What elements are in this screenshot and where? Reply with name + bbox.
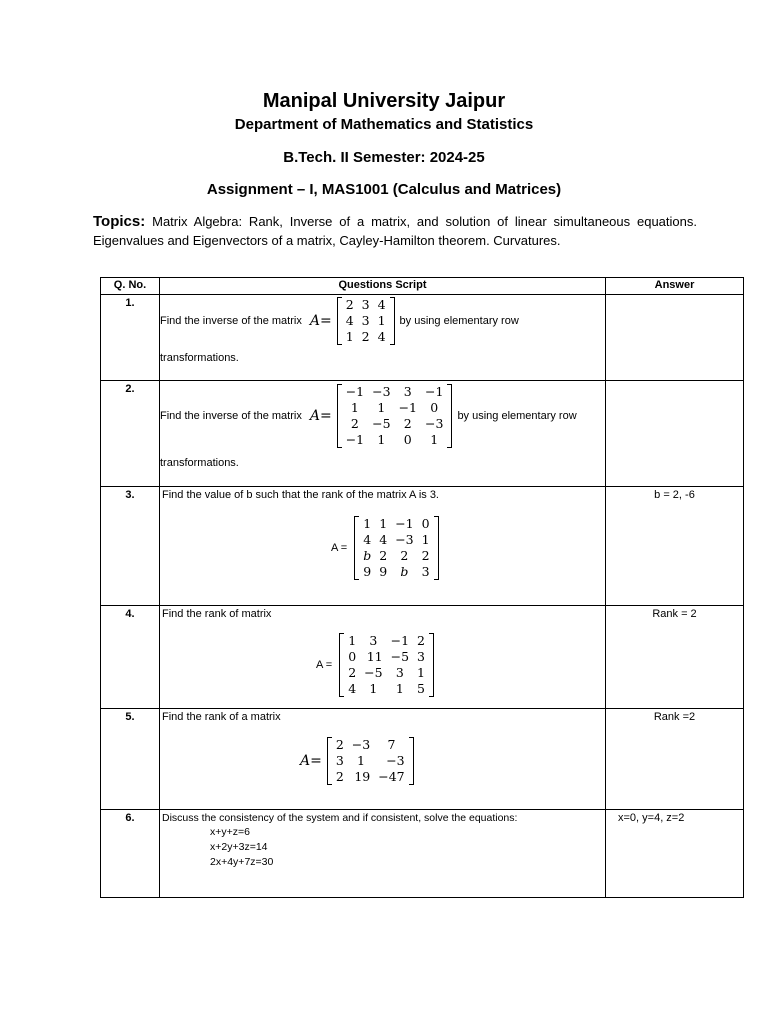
matrix-cell: 3 <box>361 313 370 328</box>
matrix-cell: 4 <box>377 297 386 312</box>
question-script <box>160 381 606 487</box>
matrix-cell: 0 <box>348 649 357 664</box>
question-number: 5. <box>101 709 160 810</box>
equation-2: x+2y+3z=14 <box>210 841 268 853</box>
question-text-continued: transformations. <box>160 352 239 364</box>
matrix-cell: 1 <box>348 633 357 648</box>
matrix-cell: 0 <box>421 516 430 531</box>
question-script <box>160 295 606 381</box>
equation-3: 2x+4y+7z=30 <box>210 856 274 868</box>
question-text: Find the value of b such that the rank of the matrix A is 3. <box>162 489 439 501</box>
matrix-row <box>359 564 433 580</box>
matrix-cell: 2 <box>400 548 409 563</box>
question-matrix-line <box>316 633 437 697</box>
answer-cell: x=0, y=4, z=2 <box>606 810 744 898</box>
matrix-cell: 3 <box>361 297 370 312</box>
answer-cell: b = 2, -6 <box>606 487 744 606</box>
matrix-cell: 2 <box>361 329 370 344</box>
matrix-cell: b <box>363 548 372 563</box>
matrix-row <box>359 548 433 564</box>
matrix-row <box>344 665 429 681</box>
matrix-row <box>332 769 409 785</box>
table-row <box>101 709 744 810</box>
matrix-cell: 3 <box>417 649 425 664</box>
question-script <box>160 606 606 709</box>
matrix-cell: −3 <box>395 532 414 547</box>
topics-paragraph <box>93 212 697 250</box>
matrix <box>354 516 438 580</box>
matrix-cell: 1 <box>377 313 386 328</box>
matrix-cell: 4 <box>379 532 388 547</box>
question-number: 1. <box>101 295 160 381</box>
matrix-grid <box>332 737 409 785</box>
matrix-cell: 1 <box>395 681 404 696</box>
answer-cell: Rank = 2 <box>606 606 744 709</box>
university-title: Manipal University Jaipur <box>262 90 506 112</box>
matrix-cell: 3 <box>335 753 344 768</box>
matrix-cell: 2 <box>403 416 412 431</box>
header-script: Questions Script <box>160 278 606 295</box>
question-text: Find the rank of a matrix <box>162 711 281 723</box>
matrix <box>337 384 453 448</box>
department-title: Department of Mathematics and Statistics <box>234 116 534 133</box>
topics-label: Topics: <box>93 213 146 230</box>
matrix-cell: 1 <box>350 400 359 415</box>
matrix-label: A= <box>309 408 332 424</box>
matrix-cell: 5 <box>417 681 425 696</box>
header-answer: Answer <box>606 278 744 295</box>
answer-cell <box>606 295 744 381</box>
table-row <box>101 487 744 606</box>
topics-text: Matrix Algebra: Rank, Inverse of a matrix, and solution of linear simultaneous equations. Eigenvalues and Eigenvectors of a matrix, Cayley-Hamilton theorem. Curvatures. <box>93 214 697 248</box>
matrix <box>337 297 395 345</box>
question-text: Find the rank of matrix <box>162 608 272 620</box>
matrix-cell: 9 <box>363 564 372 579</box>
table-row <box>101 295 744 381</box>
question-matrix-line <box>160 297 519 345</box>
table-row <box>101 606 744 709</box>
matrix-cell: 1 <box>377 432 386 447</box>
table-header-row <box>101 278 744 295</box>
matrix-cell: 3 <box>395 665 404 680</box>
matrix-grid <box>342 297 390 345</box>
assignment-title: Assignment – I, MAS1001 (Calculus and Matrices) <box>206 181 562 198</box>
question-number: 3. <box>101 487 160 606</box>
matrix-label: A = <box>316 659 333 671</box>
question-number: 6. <box>101 810 160 898</box>
matrix-cell: 11 <box>366 649 383 664</box>
question-number: 4. <box>101 606 160 709</box>
matrix-cell: −3 <box>386 753 405 768</box>
matrix-cell: −1 <box>425 384 444 399</box>
matrix-cell: 1 <box>417 665 425 680</box>
matrix-cell: −1 <box>395 516 414 531</box>
matrix-cell: −3 <box>425 416 444 431</box>
matrix-row <box>344 649 429 665</box>
question-text: Discuss the consistency of the system and if consistent, solve the equations: <box>162 812 518 824</box>
question-script <box>160 709 606 810</box>
matrix-cell: 2 <box>417 633 425 648</box>
matrix-row <box>342 384 448 400</box>
matrix-row <box>344 633 429 649</box>
matrix-cell: 1 <box>369 681 378 696</box>
matrix-cell: −5 <box>390 649 410 664</box>
semester-title: B.Tech. II Semester: 2024-25 <box>283 149 485 166</box>
matrix-cell: 2 <box>335 737 344 752</box>
matrix-cell: 1 <box>421 532 430 547</box>
matrix-row <box>332 737 409 753</box>
matrix-cell: 2 <box>421 548 430 563</box>
matrix-cell: 9 <box>379 564 388 579</box>
matrix-cell: 4 <box>377 329 386 344</box>
matrix-row <box>344 681 429 697</box>
table-row <box>101 381 744 487</box>
answer-cell: Rank =2 <box>606 709 744 810</box>
matrix-cell: 19 <box>354 769 371 784</box>
question-number: 2. <box>101 381 160 487</box>
matrix-row <box>359 532 433 548</box>
matrix-label: A= <box>309 313 332 329</box>
matrix-grid <box>342 384 448 448</box>
table-row <box>101 810 744 898</box>
question-text: Find the inverse of the matrix <box>160 315 302 327</box>
matrix-cell: 2 <box>345 297 354 312</box>
matrix-cell: 3 <box>403 384 412 399</box>
matrix-label: A= <box>300 753 322 769</box>
matrix <box>327 737 414 785</box>
equation-1: x+y+z=6 <box>210 826 250 838</box>
matrix-cell: −1 <box>390 633 410 648</box>
matrix-cell: 1 <box>430 432 439 447</box>
matrix-row <box>342 416 448 432</box>
matrix <box>339 633 434 697</box>
matrix-row <box>342 313 390 329</box>
matrix-cell: −1 <box>345 432 365 447</box>
matrix-row <box>359 516 433 532</box>
matrix-cell: 1 <box>345 329 354 344</box>
matrix-cell: 4 <box>348 681 357 696</box>
matrix-cell: 0 <box>430 400 439 415</box>
matrix-cell: 2 <box>379 548 388 563</box>
header-qno: Q. No. <box>101 278 160 295</box>
matrix-cell: b <box>400 564 409 579</box>
matrix-cell: −5 <box>364 665 383 680</box>
matrix-cell: −3 <box>351 737 371 752</box>
answer-cell <box>606 381 744 487</box>
matrix-cell: −47 <box>378 769 405 784</box>
matrix-cell: −1 <box>398 400 417 415</box>
matrix-cell: 7 <box>387 737 396 752</box>
matrix-cell: 3 <box>369 633 378 648</box>
matrix-label: A = <box>331 542 348 554</box>
matrix-cell: 1 <box>379 516 388 531</box>
matrix-cell: 2 <box>335 769 344 784</box>
question-matrix-line <box>300 737 417 785</box>
question-text-continued: by using elementary row <box>457 410 577 422</box>
question-text-continued: by using elementary row <box>399 315 519 327</box>
matrix-cell: −5 <box>372 416 391 431</box>
matrix-row <box>342 400 448 416</box>
matrix-cell: 1 <box>363 516 372 531</box>
matrix-cell: 4 <box>363 532 372 547</box>
matrix-row <box>332 753 409 769</box>
matrix-cell: 1 <box>377 400 386 415</box>
question-script <box>160 810 606 898</box>
matrix-grid <box>359 516 433 580</box>
question-matrix-line <box>160 384 577 448</box>
matrix-cell: −1 <box>345 384 365 399</box>
matrix-cell: 2 <box>350 416 359 431</box>
matrix-cell: 3 <box>421 564 430 579</box>
matrix-row <box>342 432 448 448</box>
question-text: Find the inverse of the matrix <box>160 410 302 422</box>
matrix-cell: 0 <box>403 432 412 447</box>
matrix-cell: −3 <box>372 384 391 399</box>
matrix-cell: 2 <box>348 665 357 680</box>
question-text-continued: transformations. <box>160 457 239 469</box>
matrix-cell: 1 <box>357 753 365 768</box>
matrix-grid <box>344 633 429 697</box>
questions-table <box>100 277 744 898</box>
question-matrix-line <box>331 516 442 580</box>
question-script <box>160 487 606 606</box>
matrix-cell: 4 <box>345 313 354 328</box>
matrix-row <box>342 297 390 313</box>
matrix-row <box>342 329 390 345</box>
